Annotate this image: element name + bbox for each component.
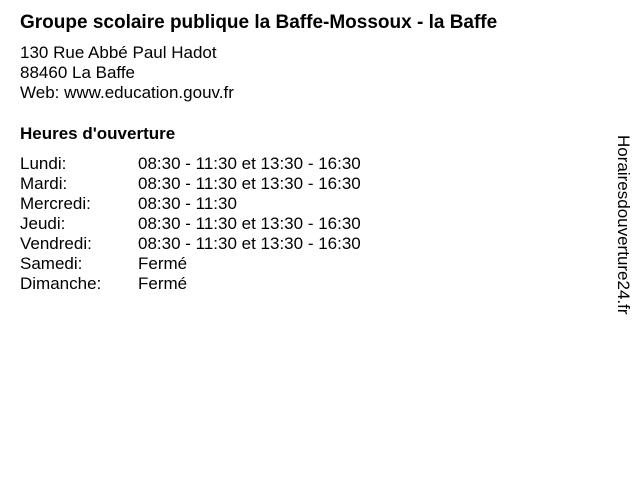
hours-day-label: Vendredi: xyxy=(20,234,92,253)
hours-row-dimanche xyxy=(20,274,361,294)
hours-time-value: Fermé xyxy=(138,274,188,293)
hours-row-mardi xyxy=(20,174,361,194)
hours-time-value: 08:30 - 11:30 et 13:30 - 16:30 xyxy=(138,174,361,193)
hours-row-lundi xyxy=(20,154,361,174)
hours-time-value: 08:30 - 11:30 et 13:30 - 16:30 xyxy=(138,234,361,253)
city-address: 88460 La Baffe xyxy=(20,63,136,82)
hours-row-vendredi xyxy=(20,234,361,254)
hours-row-samedi xyxy=(20,254,361,274)
street-address: 130 Rue Abbé Paul Hadot xyxy=(20,43,217,62)
watermark xyxy=(612,135,634,375)
hours-time-value: Fermé xyxy=(138,254,188,273)
hours-day-label: Samedi: xyxy=(20,254,83,273)
hours-row-mercredi xyxy=(20,194,361,214)
hours-time-value: 08:30 - 11:30 xyxy=(138,194,237,213)
hours-day-label: Dimanche: xyxy=(20,274,102,293)
hours-day-label: Jeudi: xyxy=(20,214,66,233)
hours-heading: Heures d'ouverture xyxy=(20,124,176,143)
hours-time-value: 08:30 - 11:30 et 13:30 - 16:30 xyxy=(138,214,361,233)
address-block xyxy=(20,43,234,103)
hours-day-label: Mercredi: xyxy=(20,194,91,213)
hours-table xyxy=(20,154,361,294)
website-line: Web: www.education.gouv.fr xyxy=(20,83,234,102)
hours-time-value: 08:30 - 11:30 et 13:30 - 16:30 xyxy=(138,154,361,173)
watermark-text: Horairesdouverture24.fr xyxy=(614,135,633,315)
hours-day-label: Lundi: xyxy=(20,154,67,173)
hours-day-label: Mardi: xyxy=(20,174,68,193)
page-title: Groupe scolaire publique la Baffe-Mossoux - la Baffe xyxy=(20,12,498,33)
hours-row-jeudi xyxy=(20,214,361,234)
